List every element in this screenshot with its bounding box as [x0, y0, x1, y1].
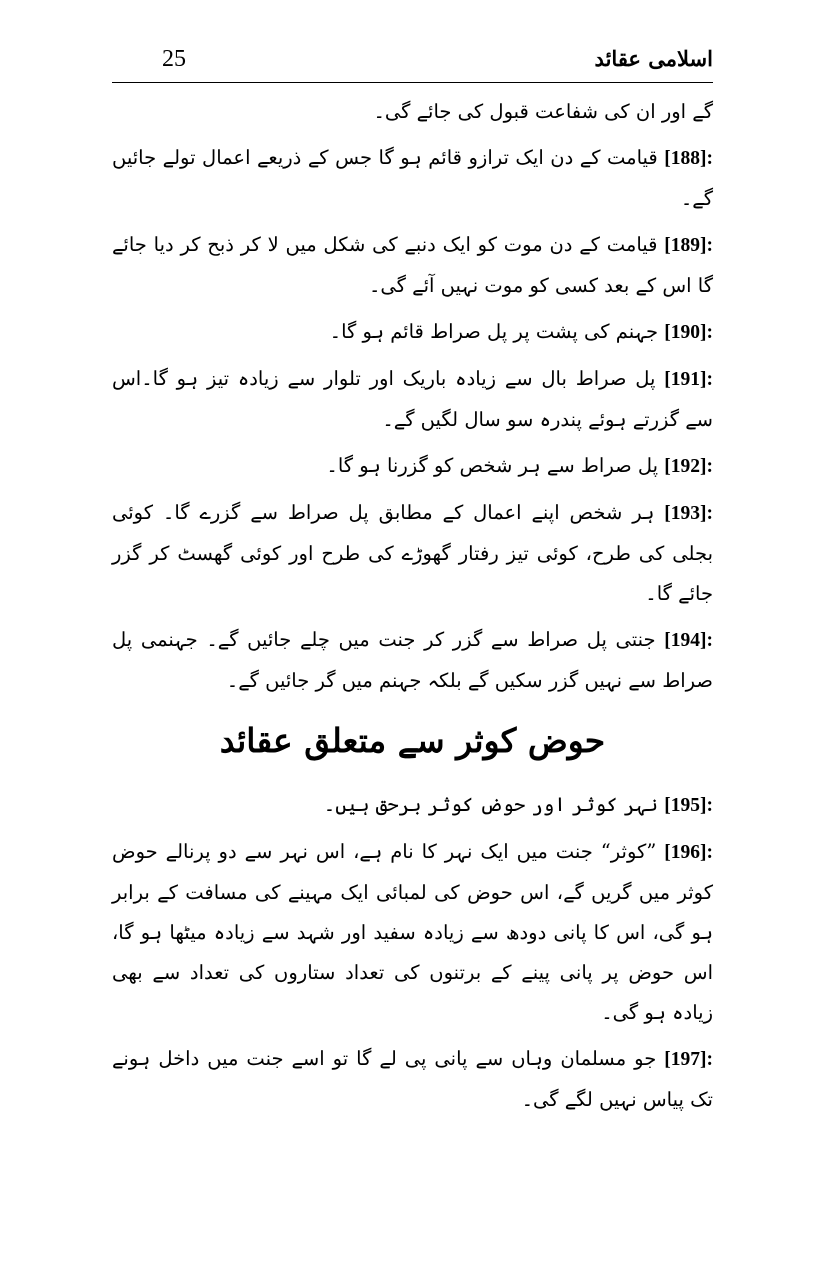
- paragraph-191: [112, 359, 713, 440]
- paragraph-number: [188]:: [664, 148, 714, 169]
- paragraph-194: [112, 620, 713, 701]
- paragraph-text: پل صراط سے ہر شخص کو گزرنا ہو گا۔: [326, 454, 659, 477]
- paragraph-188: [112, 138, 713, 219]
- paragraph-text: ہر شخص اپنے اعمال کے مطابق پل صراط سے گزرے گا۔ کوئی بجلی کی طرح، کوئی تیز رفتار گھوڑے کی طرح اور کوئی گھسٹ کر گزر جائے گا۔: [112, 501, 713, 605]
- paragraph-number: [194]:: [664, 630, 713, 651]
- paragraph-193: [112, 493, 713, 614]
- paragraph-number: [189]:: [664, 235, 713, 256]
- paragraph-189: [112, 225, 713, 306]
- paragraph-195: [112, 785, 713, 826]
- paragraph-number: [196]:: [664, 842, 713, 863]
- section-heading: حوض کوثر سے متعلق عقائد: [219, 721, 606, 760]
- paragraph-number: [197]:: [664, 1049, 713, 1070]
- paragraph-196: [112, 832, 713, 1033]
- paragraph-text: ”کوثر“ جنت میں ایک نہر کا نام ہے، اس نہر سے دو پرنالے حوض کوثر میں گریں گے، اس حوض کی لمبائی ایک مہینے کی مسافت کے برابر ہو گی، اس کا پانی دودھ سے زیادہ سفید اور شہد سے زیادہ میٹھا ہو گا، اس حوض پر پانی پینے کے برتنوں کی تعداد ستاروں کی تعداد سے بھی زیادہ ہو گی۔: [112, 840, 713, 1024]
- paragraph-text: نہر کوثر اور حوض کوثر برحق ہیں۔: [323, 793, 659, 816]
- paragraph-number: [191]:: [664, 369, 713, 390]
- page-header: [112, 40, 713, 83]
- paragraph-number: [190]:: [664, 322, 713, 343]
- paragraph-number: [192]:: [664, 456, 713, 477]
- paragraph-192: [112, 446, 713, 487]
- paragraph-text: قیامت کے دن موت کو ایک دنبے کی شکل میں لا کر ذبح کر دیا جائے گا اس کے بعد کسی کو موت نہیں آئے گی۔: [112, 233, 713, 297]
- paragraph-number: [195]:: [664, 795, 713, 816]
- paragraph-text: جو مسلمان وہاں سے پانی پی لے گا تو اسے جنت میں داخل ہونے تک پیاس نہیں لگے گی۔: [112, 1047, 713, 1111]
- paragraph-list-1: [112, 138, 713, 701]
- paragraph-190: [112, 312, 713, 353]
- paragraph-list-2: [112, 785, 713, 1120]
- paragraph-text: پل صراط بال سے زیادہ باریک اور تلوار سے زیادہ تیز ہو گا۔اس سے گزرتے ہوئے پندرہ سو سال لگیں گے۔: [112, 367, 713, 431]
- paragraph-number: [193]:: [664, 503, 714, 524]
- paragraph-197: [112, 1039, 713, 1120]
- book-title: اسلامی عقائد: [594, 46, 713, 71]
- continuation-text: گے اور ان کی شفاعت قبول کی جائے گی۔: [373, 100, 713, 123]
- page-number: 25: [162, 46, 186, 72]
- paragraph-text: قیامت کے دن ایک ترازو قائم ہو گا جس کے ذریعے اعمال تولے جائیں گے۔: [112, 146, 713, 210]
- paragraph-text: جہنم کی پشت پر پل صراط قائم ہو گا۔: [329, 320, 659, 343]
- page-body: [112, 92, 713, 1126]
- paragraph-text: جنتی پل صراط سے گزر کر جنت میں چلے جائیں گے۔ جہنمی پل صراط سے نہیں گزر سکیں گے بلکہ جہنم میں گر جائیں گے۔: [112, 628, 713, 692]
